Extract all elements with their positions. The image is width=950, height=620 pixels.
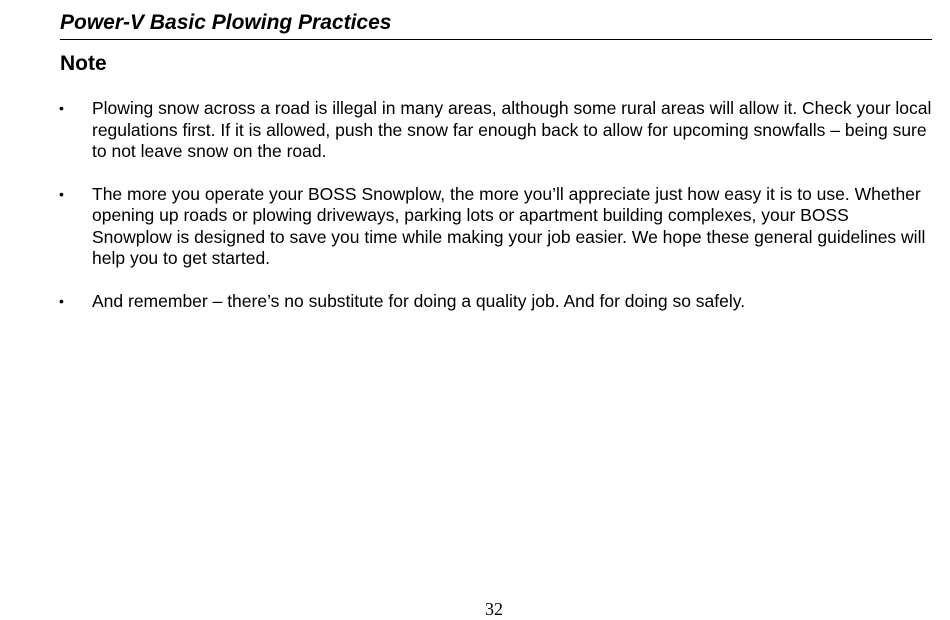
list-item xyxy=(0,291,950,313)
page-title: Power-V Basic Plowing Practices xyxy=(60,11,392,34)
bullet-text: And remember – there’s no substitute for doing a quality job. And for doing so safely. xyxy=(92,290,746,311)
section-heading: Note xyxy=(60,52,107,75)
list-item xyxy=(0,184,950,270)
page-header xyxy=(60,10,932,40)
bullet-icon: • xyxy=(59,100,64,116)
page-number: 32 xyxy=(485,599,503,619)
bullet-icon: • xyxy=(59,292,64,309)
list-item xyxy=(0,98,950,163)
bullet-list xyxy=(0,98,950,333)
bullet-text: The more you operate your BOSS Snowplow, the more you’ll appreciate just how easy it is to use. Whether opening up roads or plowing driveways, parking lots or apartment building complexes, your BOSS Snowplow is designed to save you time while making your job easier. We hope these general guidelines will help you to get started. xyxy=(92,183,926,268)
bullet-icon: • xyxy=(59,185,64,202)
bullet-text: Plowing snow across a road is illegal in many areas, although some rural areas will allow it. Check your local regulations first. If it is allowed, push the snow far enough back to allow for upcoming snowfalls – being sure to not leave snow on the road. xyxy=(92,98,932,161)
